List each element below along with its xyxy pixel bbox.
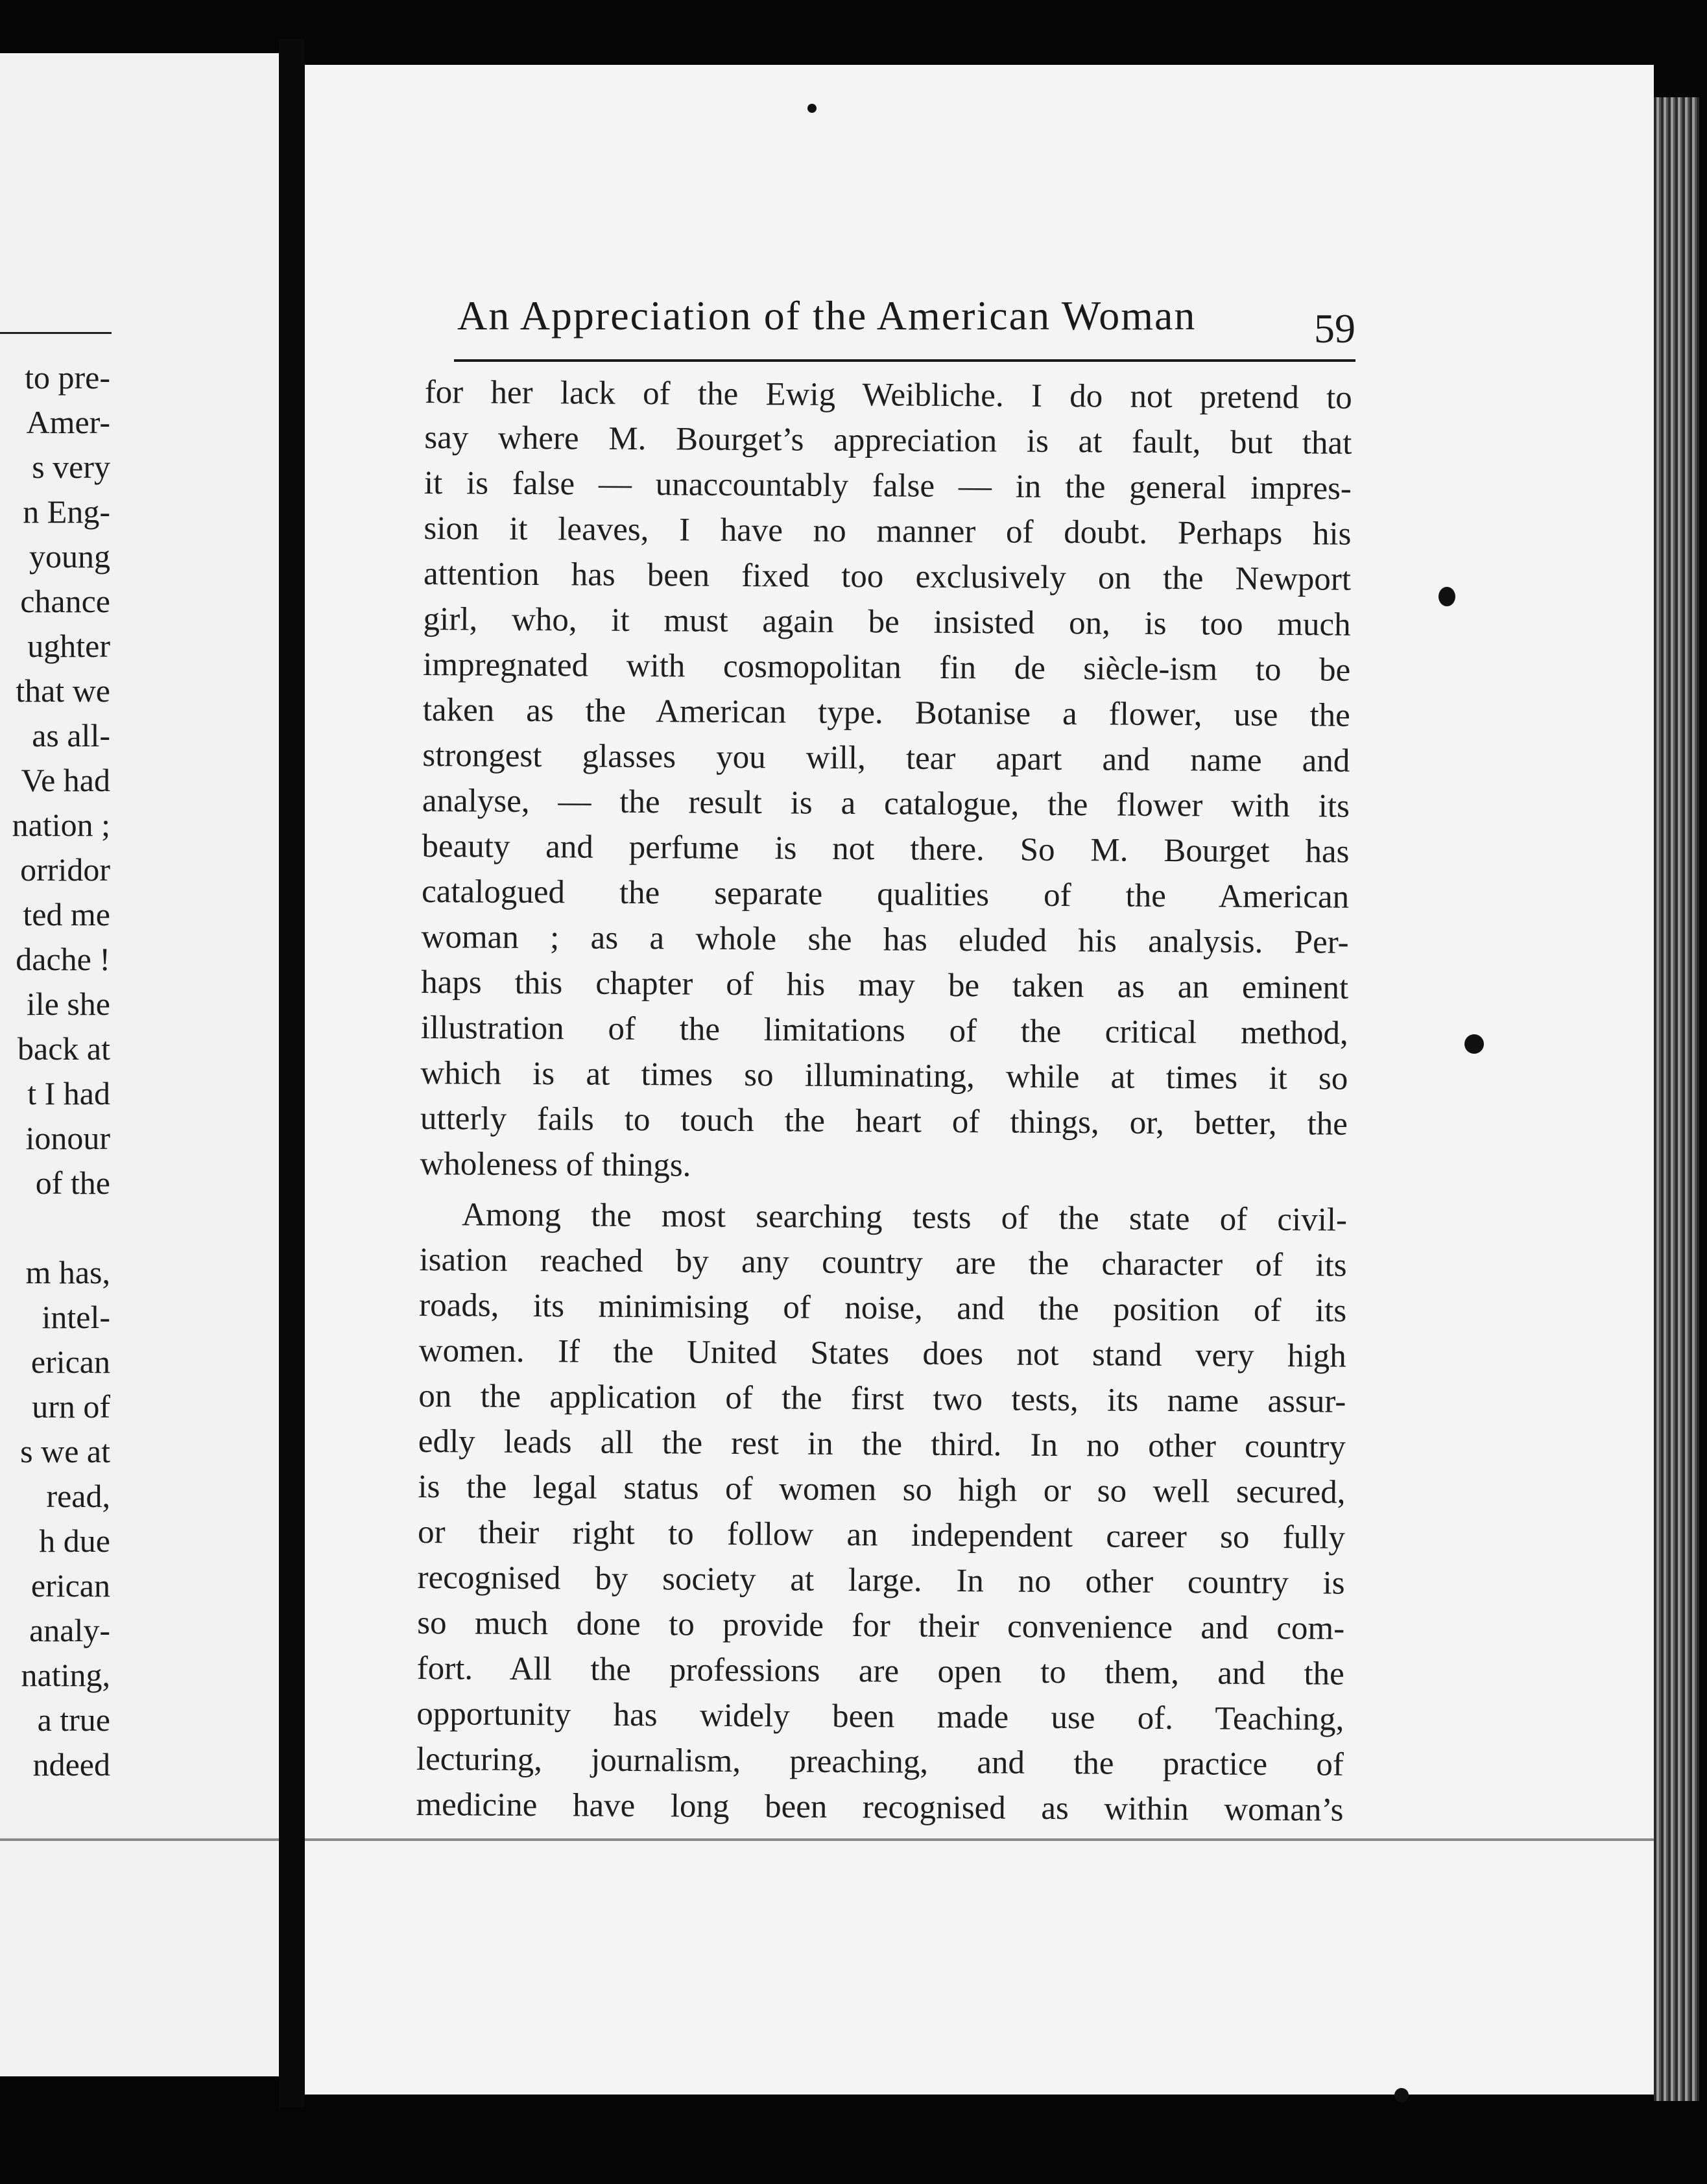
body-line-text: or their right to follow an independent career so fully [417,1513,1346,1556]
body-line-text: women. If the United States does not stand very high [418,1332,1346,1375]
body-line [422,824,1349,875]
body-line-text: roads, its minimising of noise, and the position of its [419,1287,1347,1329]
body-line [419,1283,1346,1334]
left-page-line: h due [39,1523,110,1559]
body-line [423,597,1350,648]
body-line-text: for her lack of the Ewig Weibliche. I do not pretend to [424,374,1352,416]
body-line [419,1328,1346,1379]
body-line [418,1464,1345,1515]
left-page-text [0,355,110,1787]
left-page-line: Amer- [26,404,110,440]
body-line-text: catalogued the separate qualities of the American [421,873,1350,916]
running-header [457,279,1355,363]
left-page-line: as all- [32,717,110,754]
body-line [423,642,1350,693]
left-page-line: intel- [42,1299,110,1335]
body-line-text: is the legal status of women so high or so well secured, [418,1468,1346,1511]
left-page-line: read, [46,1478,110,1514]
body-line-text: attention has been fixed too exclusively on the Newport [423,555,1352,598]
body-line-text: say where M. Bourget’s appreciation is at fault, but that [424,419,1352,462]
body-line-text: sion it leaves, I have no manner of doubt. Perhaps his [424,510,1352,552]
body-line [422,869,1349,920]
body-line [420,1141,1347,1193]
ink-speck [1438,587,1455,606]
left-page-line: chance [20,583,110,619]
left-page-line: erican [30,1567,110,1604]
left-page-line: to pre- [25,359,110,396]
ink-speck [1464,1034,1484,1054]
body-line-text: girl, who, it must again be insisted on, is too much [423,600,1351,643]
page-number: 59 [1314,305,1355,351]
body-line [421,914,1348,966]
left-page-line: ndeed [32,1746,110,1783]
right-page-bottom-band [305,1838,1654,1841]
body-line-text: lecturing, journalism, preaching, and the practice of [416,1740,1344,1783]
left-page-line: dache ! [16,941,110,977]
body-line [416,1691,1344,1742]
ink-speck [807,104,817,113]
left-page-line: ionour [25,1120,110,1156]
body-line [416,1782,1343,1833]
body-line-text: so much done to provide for their convenience and com- [417,1604,1345,1647]
left-page-line: a true [37,1702,110,1738]
left-page-line: ile she [26,986,110,1022]
body-line [424,415,1352,466]
left-page-line: nation ; [12,807,110,843]
body-line [418,1419,1346,1470]
body-line-text: it is false — unaccountably false — in the general impres- [424,464,1352,507]
left-page-bottom-band [0,1838,279,1841]
header-rule [454,359,1355,362]
body-line [422,733,1350,784]
body-line [418,1373,1346,1425]
ink-speck [1394,2088,1409,2102]
body-line [425,370,1352,421]
left-page-header-rule [0,332,112,334]
body-line-text: impregnated with cosmopolitan fin de siècle-ism to be [423,646,1351,689]
body-line [418,1510,1345,1561]
left-page-line: m has, [25,1254,110,1290]
body-line-text: haps this chapter of his may be taken as an eminent [421,964,1349,1006]
left-page-line: orridor [20,851,110,888]
body-line-text: Among the most searching tests of the state of civil- [461,1196,1348,1239]
left-page-line: urn of [32,1388,110,1425]
body-line-text: fort. All the professions are open to them, and the [416,1650,1344,1692]
page-edge-stack [1654,97,1699,2101]
body-line [422,778,1350,829]
running-title: An Appreciation of the American Woman [457,292,1197,338]
body-line [420,1096,1348,1147]
body-text [416,370,1352,1833]
left-page-line: analy- [29,1612,110,1648]
body-line-text: wholeness of things. [420,1145,691,1184]
body-line [421,960,1348,1011]
body-line-text: recognised by society at large. In no other country is [417,1559,1345,1602]
left-page-line: s we at [20,1433,110,1469]
body-line-text: woman ; as a whole she has eluded his analysis. Per- [421,918,1349,961]
body-line-text: analyse, — the result is a catalogue, the flower with its [422,782,1350,825]
left-page-line: back at [18,1030,110,1067]
left-page-line: young [29,538,110,575]
left-page-line: t I had [27,1075,110,1111]
body-line-text: strongest glasses you will, tear apart and name and [422,737,1350,779]
left-page-line [0,1205,110,1250]
body-line [424,460,1352,512]
body-line [423,687,1350,739]
body-line-text: utterly fails to touch the heart of things, or, better, the [420,1100,1348,1143]
body-line-text: which is at times so illuminating, while at times it so [420,1054,1348,1097]
body-line-text: beauty and perfume is not there. So M. Bourget has [422,827,1350,870]
body-line-text: isation reached by any country are the character of its [419,1241,1347,1284]
left-page-line: Ve had [21,762,110,798]
body-line [417,1646,1344,1697]
body-line [417,1555,1344,1606]
left-page-line: n Eng- [23,493,110,530]
body-line-text: taken as the American type. Botanise a flower, use the [422,691,1350,734]
body-line-text: illustration of the limitations of the critical method, [420,1009,1348,1052]
body-line [419,1237,1346,1288]
body-line-text: edly leads all the rest in the third. In no other country [418,1423,1346,1466]
body-line [416,1737,1344,1788]
body-line [420,1050,1348,1102]
body-line [421,1005,1348,1056]
body-line [417,1600,1344,1652]
left-page-line: ted me [23,896,110,932]
body-line [424,551,1351,602]
book-gutter [279,39,305,2107]
body-line-text: on the application of the first two tests, its name assur- [418,1377,1346,1420]
left-page-line: that we [16,672,110,709]
body-line-text: medicine have long been recognised as within woman’s [416,1786,1344,1829]
left-page-line: ughter [27,628,110,664]
left-page-line: s very [32,449,110,485]
left-page-line: nating, [21,1657,110,1693]
body-line [420,1192,1347,1243]
body-line-text: opportunity has widely been made use of. Teaching, [416,1695,1344,1738]
left-page-line: erican [30,1344,110,1380]
left-page-line: of the [35,1165,110,1201]
body-line [424,506,1351,557]
